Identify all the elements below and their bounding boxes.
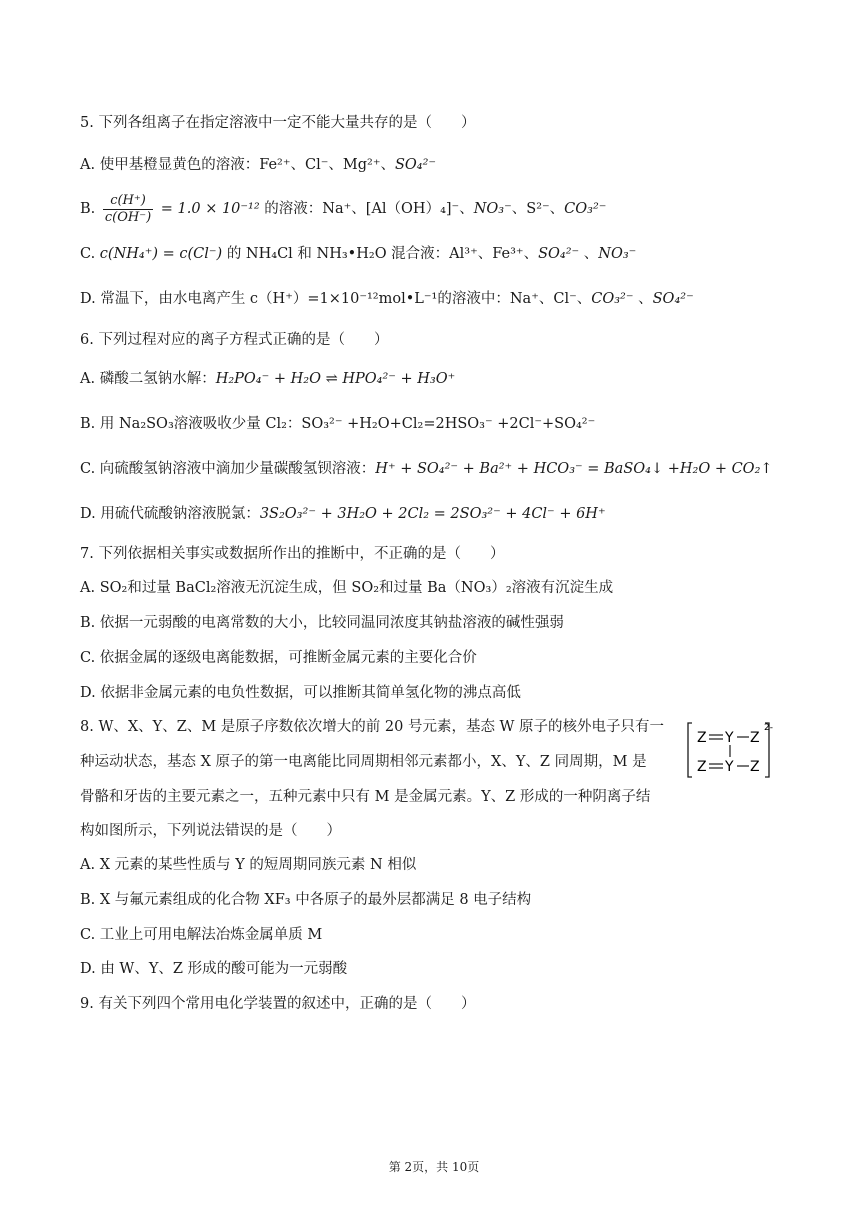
q5-option-b: B. $\frac{c(H^+)}{c(OH^-)}$ = 1.0 × 10⁻¹² 的溶液：Na⁺、[Al（OH）₄]⁻、NO₃⁻、S²⁻、CO₃²⁻ xyxy=(80,192,607,225)
q7-option-b: B. 依据一元弱酸的电离常数的大小，比较同温同浓度其钠盐溶液的碱性强弱 xyxy=(80,615,564,631)
concentration-ratio-fraction: $\frac{c(H^+)}{c(OH^-)}$ xyxy=(104,192,152,225)
q8-option-d: D. 由 W、Y、Z 形成的酸可能为一元弱酸 xyxy=(80,961,348,977)
q8-stem-line-2: 种运动状态，基态 X 原子的第一电离能比同周期相邻元素都小，X、Y、Z 同周期，M 是 xyxy=(80,754,647,770)
page-footer: 第 2页，共 10页 xyxy=(388,1160,480,1174)
q6-option-d: D. 用硫代硫酸钠溶液脱氯：3S₂O₃²⁻ + 3H₂O + 2Cl₂ = 2SO₃²⁻ + 4Cl⁻ + 6H⁺ xyxy=(80,506,606,522)
q5-option-c: C. c(NH₄⁺) = c(Cl⁻) 的 NH₄Cl 和 NH₃•H₂O 混合液：Al³⁺、Fe³⁺、SO₄²⁻ 、NO₃⁻ xyxy=(80,246,637,262)
q7-option-d: D. 依据非金属元素的电负性数据，可以推断其简单氢化物的沸点高低 xyxy=(80,685,521,701)
left-bracket xyxy=(688,723,692,777)
q7-option-a: A. SO₂和过量 BaCl₂溶液无沉淀生成，但 SO₂和过量 Ba（NO₃）₂溶液有沉淀生成 xyxy=(80,580,614,596)
q8-stem-line-4: 构如图所示，下列说法错误的是（ ） xyxy=(80,823,341,839)
q9-stem: 9. 有关下列四个常用电化学装置的叙述中，正确的是（ ） xyxy=(80,996,476,1012)
atom-z-bottom-right: Z xyxy=(750,759,760,775)
atom-z-top-right: Z xyxy=(750,730,760,746)
q5-option-a: A. 使甲基橙显黄色的溶液：Fe²⁺、Cl⁻、Mg²⁺、SO₄²⁻ xyxy=(80,157,437,173)
q7-stem: 7. 下列依据相关事实或数据所作出的推断中，不正确的是（ ） xyxy=(80,546,505,562)
q6-stem: 6. 下列过程对应的离子方程式正确的是（ ） xyxy=(80,332,389,348)
q5-option-d: D. 常温下，由水电离产生 c（H⁺）=1×10⁻¹²mol•L⁻¹的溶液中：Na⁺、Cl⁻、CO₃²⁻ 、SO₄²⁻ xyxy=(80,291,694,307)
atom-y-bottom: Y xyxy=(725,759,734,775)
q8-option-a: A. X 元素的某些性质与 Y 的短周期同族元素 N 相似 xyxy=(80,857,417,873)
atom-y-top: Y xyxy=(725,730,734,746)
q6-option-b: B. 用 Na₂SO₃溶液吸收少量 Cl₂：SO₃²⁻ +H₂O+Cl₂=2HSO₃⁻ +2Cl⁻+SO₄²⁻ xyxy=(80,416,596,432)
q5-stem: 5. 下列各组离子在指定溶液中一定不能大量共存的是（ ） xyxy=(80,115,476,131)
q6-option-c: C. 向硫酸氢钠溶液中滴加少量碳酸氢钡溶液：H⁺ + SO₄²⁻ + Ba²⁺ + HCO₃⁻ = BaSO₄↓ +H₂O + CO₂↑ xyxy=(80,461,773,477)
anion-structure-diagram xyxy=(687,720,775,780)
atom-z-top-left: Z xyxy=(697,730,707,746)
q8-option-b: B. X 与氟元素组成的化合物 XF₃ 中各原子的最外层都满足 8 电子结构 xyxy=(80,892,532,908)
q8-stem-line-1: 8. W、X、Y、Z、M 是原子序数依次增大的前 20 号元素，基态 W 原子的核外电子只有一 xyxy=(80,719,665,735)
q7-option-c: C. 依据金属的逐级电离能数据，可推断金属元素的主要化合价 xyxy=(80,650,477,666)
atom-z-bottom-left: Z xyxy=(697,759,707,775)
q8-stem-line-3: 骨骼和牙齿的主要元素之一，五种元素中只有 M 是金属元素。Y、Z 形成的一种阴离子结 xyxy=(80,789,651,805)
q8-option-c: C. 工业上可用电解法冶炼金属单质 M xyxy=(80,927,323,943)
q6-option-a: A. 磷酸二氢钠水解：H₂PO₄⁻ + H₂O ⇌ HPO₄²⁻ + H₃O⁺ xyxy=(80,371,456,387)
ion-charge: 2- xyxy=(764,723,773,733)
